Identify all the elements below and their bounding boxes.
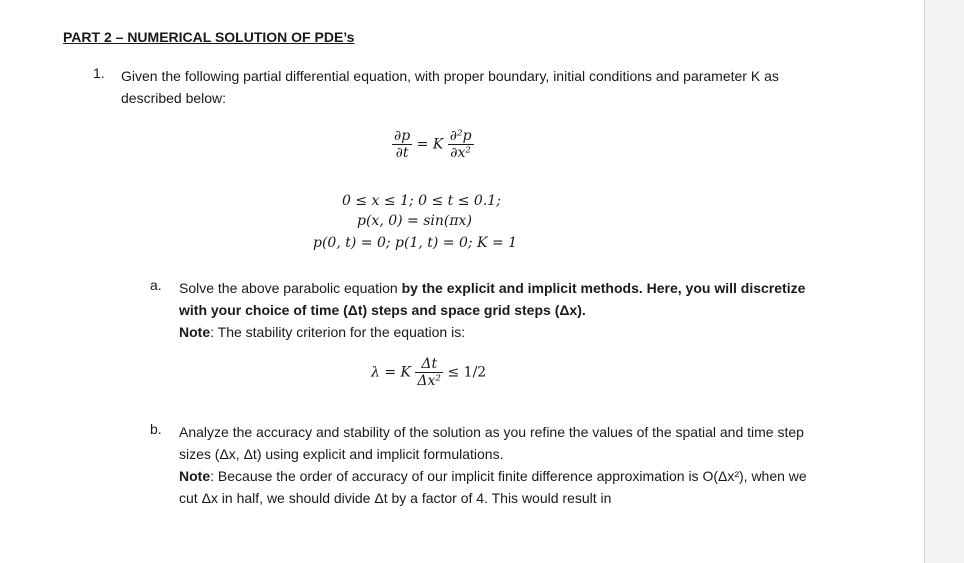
- part-a-label: a.: [150, 277, 162, 293]
- part-a-note-text: : The stability criterion for the equation is:: [210, 324, 466, 340]
- item-1-intro: Given the following partial differential equation, with proper boundary, initial conditions and parameter K as described below:: [121, 68, 779, 106]
- domain-condition: 0 ≤ x ≤ 1; 0 ≤ t ≤ 0.1;: [342, 193, 501, 209]
- pde-lhs-fraction: [392, 128, 412, 161]
- pde-rhs-fraction: [448, 128, 474, 161]
- pde-rhs-denominator: ∂x²: [450, 145, 472, 161]
- pde-equation: [392, 128, 474, 161]
- pde-equals-k: = K: [416, 136, 444, 153]
- item-1-number: 1.: [93, 65, 105, 81]
- section-heading: PART 2 – NUMERICAL SOLUTION OF PDE’s: [63, 29, 355, 45]
- stability-fraction: [415, 356, 443, 389]
- part-a-text: [179, 277, 829, 343]
- stability-criterion: [371, 356, 486, 389]
- part-a-note-label: Note: [179, 324, 211, 340]
- part-a-text-start: Solve the above parabolic equation: [179, 280, 402, 296]
- initial-condition: p(x, 0) = sin(πx): [357, 213, 472, 229]
- stability-bound: ≤ 1/2: [447, 364, 487, 381]
- part-b-note-text: : Because the order of accuracy of our implicit finite difference approximation is O(Δx²), when we cut Δx in half, we should divide Δt by a factor of 4. This would result in: [179, 468, 807, 506]
- boundary-condition: p(0, t) = 0; p(1, t) = 0; K = 1: [313, 235, 518, 251]
- stability-denominator: Δx²: [417, 373, 442, 389]
- part-b-body: Analyze the accuracy and stability of the solution as you refine the values of the spatial and time step sizes (Δx, Δt) using explicit and implicit formulations.: [179, 424, 804, 462]
- part-b-text: [179, 421, 829, 509]
- stability-numerator: Δt: [415, 356, 443, 373]
- side-panel: [924, 0, 964, 563]
- part-b-note-label: Note: [179, 468, 211, 484]
- pde-rhs-numerator: ∂²p: [449, 128, 472, 144]
- part-b-label: b.: [150, 421, 162, 437]
- part-a-text-bold: by the explicit and implicit methods. Here, you will discretize with your choice of time (Δt) steps and space grid steps (Δx).: [179, 280, 806, 318]
- pde-lhs-denominator: ∂t: [395, 145, 409, 161]
- stability-lambda: λ = K: [371, 364, 411, 381]
- pde-lhs-numerator: ∂p: [394, 128, 411, 144]
